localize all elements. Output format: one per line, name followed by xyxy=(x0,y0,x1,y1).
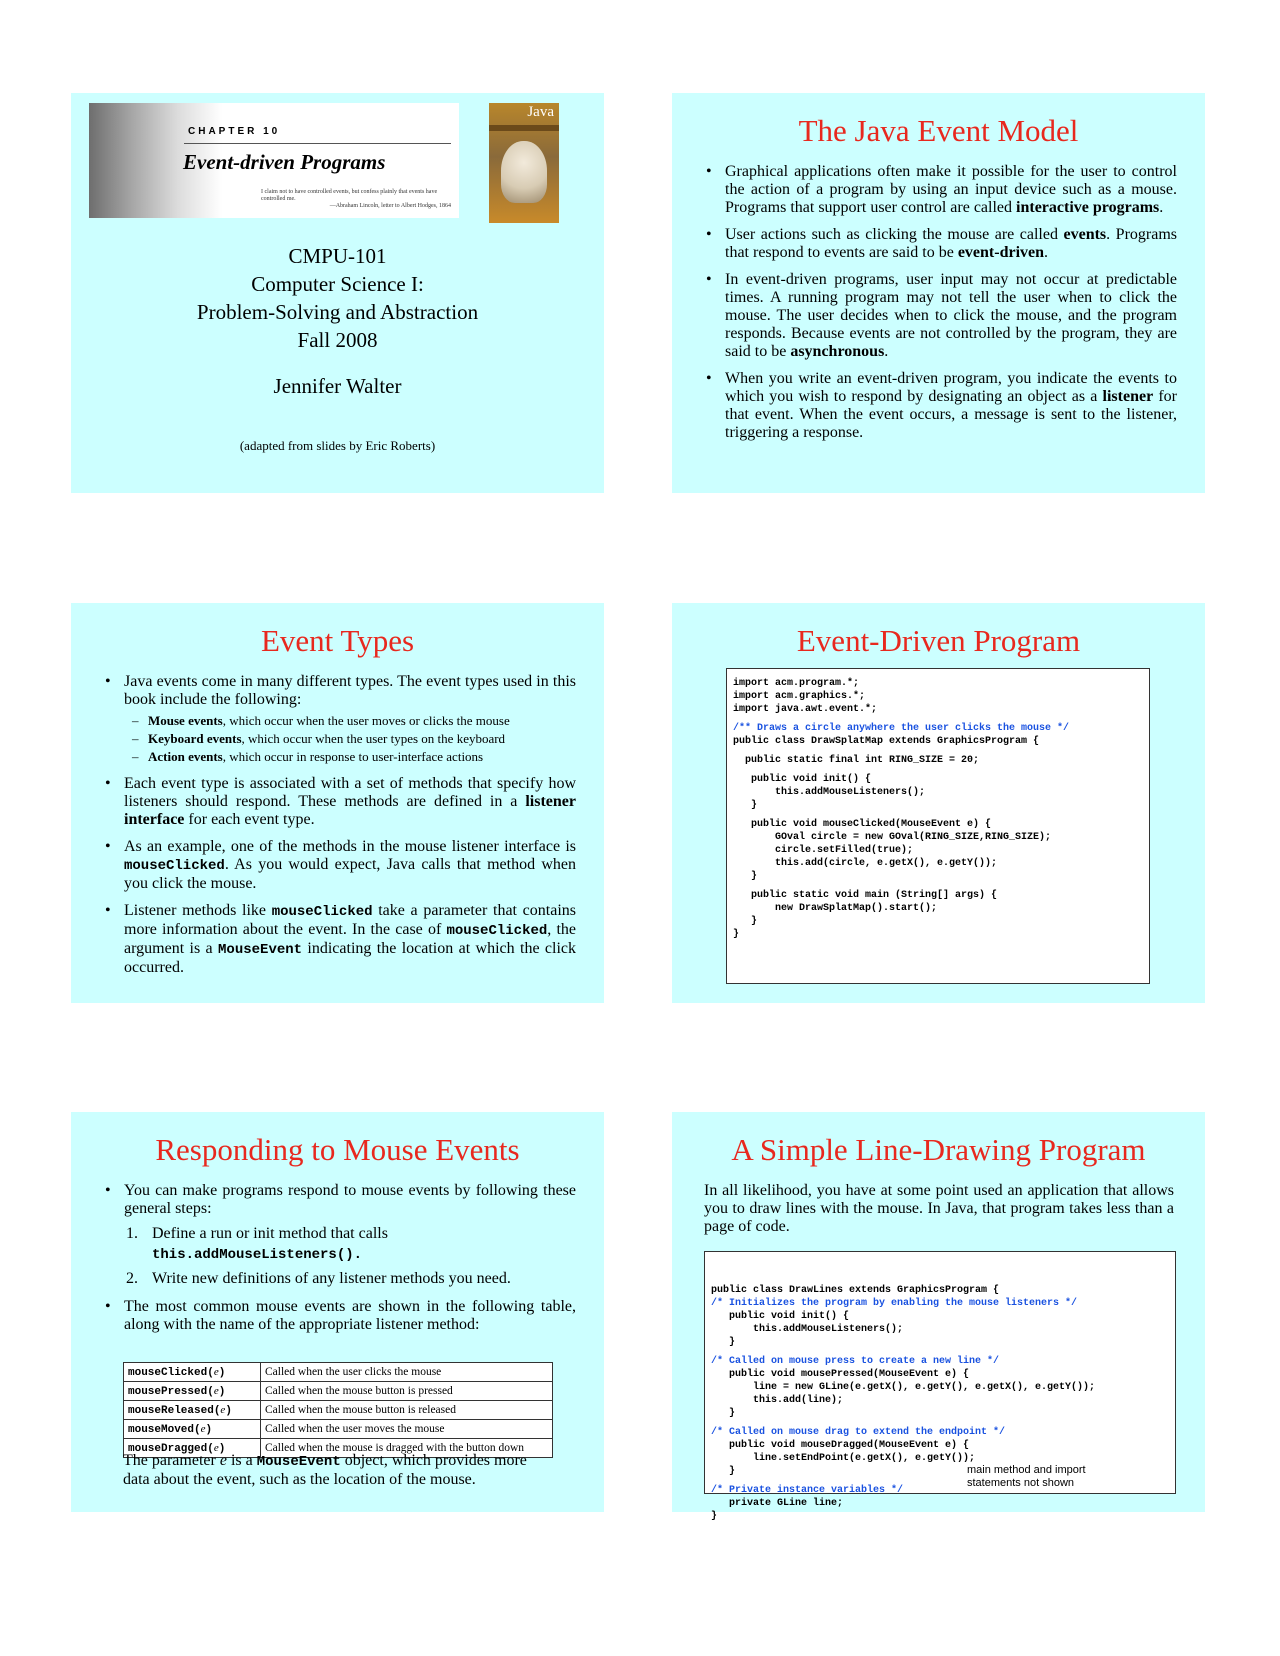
course-name: Computer Science I: xyxy=(251,272,424,296)
bullet-list xyxy=(103,1182,576,1343)
code-line: /** Draws a circle anywhere the user clicks the mouse */ xyxy=(733,723,1070,734)
bullet-list xyxy=(103,673,576,986)
code-line: this.add(circle, e.getX(), e.getY()); xyxy=(733,858,998,869)
step-item: 1. Define a run or init method that calls this.addMouseListeners(). xyxy=(126,1225,388,1263)
code-line: } xyxy=(733,800,758,811)
slide-line-drawing-program xyxy=(672,1112,1205,1522)
adapted-note: (adapted from slides by Eric Roberts) xyxy=(239,438,436,453)
slide-title: Responding to Mouse Events xyxy=(155,1132,520,1167)
code-line: /* Private instance variables */ xyxy=(711,1485,904,1496)
table-row xyxy=(124,1420,553,1439)
code-line: import acm.graphics.*; xyxy=(733,691,866,702)
code-line: /* Called on mouse drag to extend the endpoint */ xyxy=(711,1427,1006,1438)
table-row xyxy=(124,1363,553,1382)
bullet-list xyxy=(704,163,1177,451)
code-line: public void mousePressed(MouseEvent e) { xyxy=(711,1369,970,1380)
slide-responding-mouse-events xyxy=(71,1112,604,1512)
steps-list xyxy=(124,1224,576,1289)
chapter-quote xyxy=(261,189,451,210)
code-line: public static final int RING_SIZE = 20; xyxy=(733,755,980,766)
code-line: circle.setFilled(true); xyxy=(733,845,914,856)
code-line: } xyxy=(733,871,758,882)
code-note: main method and import statements not shown xyxy=(967,1464,1086,1489)
bullet-item: • Each event type is associated with a set of methods that specify how listeners should respond. These methods are defined in a listener interface for each event type. xyxy=(103,775,576,829)
code-line: } xyxy=(711,1337,736,1348)
chapter-banner xyxy=(89,103,459,218)
code-line: } xyxy=(711,1466,736,1477)
code-line: public void init() { xyxy=(733,774,872,785)
bullet-item: • Java events come in many different types. The event types used in this book include the following: – Mouse events, which occur when the user moves or clicks the mouse – Keyboard events, which occur when the user types on the keyboard – Action events, which occur in response to user-interface actions xyxy=(103,673,576,766)
slide-title: The Java Event Model xyxy=(798,113,1079,148)
method-cell: mouseReleased(e) xyxy=(124,1401,261,1420)
method-cell: mouseMoved(e) xyxy=(124,1420,261,1439)
slide-java-event-model xyxy=(672,93,1205,493)
course-info xyxy=(71,242,604,354)
code-line: this.addMouseListeners(); xyxy=(733,787,926,798)
code-line: } xyxy=(733,929,740,940)
sub-bullet-item: – Mouse events, which occur when the user moves or clicks the mouse xyxy=(124,712,576,730)
method-cell: mousePressed(e) xyxy=(124,1382,261,1401)
code-line: line.setEndPoint(e.getX(), e.getY()); xyxy=(711,1453,976,1464)
banner-rule xyxy=(184,143,451,144)
slide-title: Event Types xyxy=(260,623,415,658)
author-name: Jennifer Walter xyxy=(273,374,402,398)
code-line: this.add(line); xyxy=(711,1395,844,1406)
code-line: public class DrawSplatMap extends GraphicsProgram { xyxy=(733,736,1040,747)
code-line: public static void main (String[] args) { xyxy=(733,890,998,901)
book-cover-image xyxy=(489,103,559,223)
sub-bullet-item: – Keyboard events, which occur when the user types on the keyboard xyxy=(124,730,576,748)
method-cell: mouseClicked(e) xyxy=(124,1363,261,1382)
code-line: /* Called on mouse press to create a new line */ xyxy=(711,1356,1000,1367)
code-line: public void mouseClicked(MouseEvent e) { xyxy=(733,819,992,830)
quote-text: I claim not to have controlled events, but confess plainly that events have controlled me. xyxy=(261,189,438,202)
code-line: public void init() { xyxy=(711,1311,850,1322)
code-line: GOval circle = new GOval(RING_SIZE,RING_SIZE); xyxy=(733,832,1052,843)
description-cell: Called when the user clicks the mouse xyxy=(261,1363,553,1382)
code-line: import java.awt.event.*; xyxy=(733,704,878,715)
code-listing xyxy=(704,1251,1176,1522)
sub-bullet-list xyxy=(124,712,576,766)
code-line: public class DrawLines extends GraphicsProgram { xyxy=(711,1285,1000,1296)
description-cell: Called when the mouse button is pressed xyxy=(261,1382,553,1401)
method-cell: mouseDragged(e) xyxy=(124,1439,261,1458)
table-row xyxy=(124,1401,553,1420)
code-line: /* Initializes the program by enabling the mouse listeners */ xyxy=(711,1298,1078,1309)
code-line: } xyxy=(711,1511,718,1522)
chapter-label: CHAPTER 10 xyxy=(188,126,281,137)
book-cover-band xyxy=(489,125,559,131)
slide-title xyxy=(71,93,604,493)
slide-event-driven-program xyxy=(672,603,1205,1003)
bullet-item: • The most common mouse events are shown in the following table, along with the name of the appropriate listener method: xyxy=(103,1298,576,1334)
description-cell: Called when the mouse button is released xyxy=(261,1401,553,1420)
code-line: } xyxy=(711,1408,736,1419)
intro-paragraph: In all likelihood, you have at some point used an application that allows you to draw lines with the mouse. In Java, that program takes less than a page of code. xyxy=(704,1182,1174,1235)
description-cell: Called when the user moves the mouse xyxy=(261,1420,553,1439)
mouse-events-table xyxy=(123,1362,553,1458)
sub-bullet-item: – Action events, which occur in response to user-interface actions xyxy=(124,748,576,766)
quote-attribution: —Abraham Lincoln, letter to Albert Hodges, 1864 xyxy=(329,203,451,209)
code-line: } xyxy=(733,916,758,927)
slide-title: Event-Driven Program xyxy=(796,623,1081,658)
code-line: private GLine line; xyxy=(711,1498,844,1509)
step-item: 2. Write new definitions of any listener methods you need. xyxy=(126,1270,511,1287)
chapter-title: Event-driven Programs xyxy=(183,150,386,174)
code-line: line = new GLine(e.getX(), e.getY(), e.getX(), e.getY()); xyxy=(711,1382,1096,1393)
lion-statue-image xyxy=(501,141,547,203)
course-subtitle: Problem-Solving and Abstraction xyxy=(196,300,479,324)
code-line: import acm.program.*; xyxy=(733,678,860,689)
code-line: new DrawSplatMap().start(); xyxy=(733,903,938,914)
bullet-item: • Graphical applications often make it possible for the user to control the action of a program by using an input device such as a mouse. Programs that support user control are called interactive programs. xyxy=(704,163,1177,217)
code-line: public void mouseDragged(MouseEvent e) { xyxy=(711,1440,970,1451)
code-listing xyxy=(726,668,1150,984)
table-row xyxy=(124,1382,553,1401)
slide-title: A Simple Line-Drawing Program xyxy=(731,1132,1146,1167)
code-line: this.addMouseListeners(); xyxy=(711,1324,904,1335)
bullet-item: • You can make programs respond to mouse events by following these general steps: 1. Define a run or init method that calls this.addMouseListeners(). 2. Write new definitions of any listener methods you need. xyxy=(103,1182,576,1289)
slide-event-types xyxy=(71,603,604,1003)
parameter-paragraph: The parameter e is a MouseEvent object, which provides more data about the event, such as the location of the mouse. xyxy=(123,1452,527,1488)
course-term: Fall 2008 xyxy=(297,328,378,352)
bullet-item: • When you write an event-driven program, you indicate the events to which you wish to respond by designating an object as a listener for that event. When the event occurs, a message is sent to the listener, triggering a response. xyxy=(704,370,1177,442)
bullet-item: • As an example, one of the methods in the mouse listener interface is mouseClicked. As you would expect, Java calls that method when you click the mouse. xyxy=(103,838,576,893)
bullet-item: • Listener methods like mouseClicked take a parameter that contains more information about the event. In the case of mouseClicked, the argument is a MouseEvent indicating the location at which the click occurred. xyxy=(103,902,576,977)
bullet-item: • User actions such as clicking the mouse are called events. Programs that respond to events are said to be event-driven. xyxy=(704,226,1177,262)
bullet-item: • In event-driven programs, user input may not occur at predictable times. A running program may not tell the user when to click the mouse. The user decides when to click the mouse, and the program responds. Because events are not controlled by the program, they are said to be asynchronous. xyxy=(704,271,1177,361)
description-cell: Called when the mouse is dragged with the button down xyxy=(261,1439,553,1458)
course-number: CMPU-101 xyxy=(288,244,387,268)
book-cover-title: Java xyxy=(527,104,554,120)
